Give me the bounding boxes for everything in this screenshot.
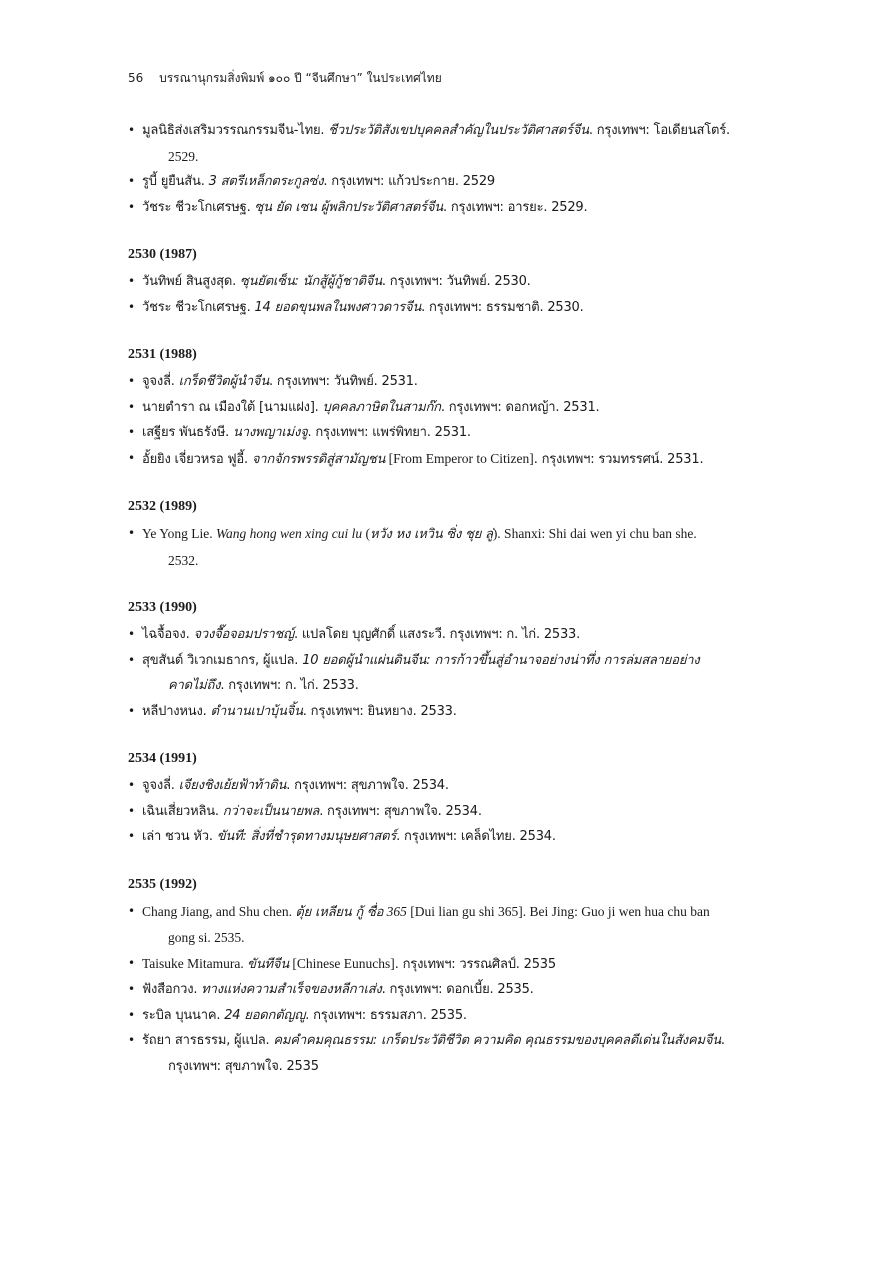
entry-text: [Chinese Eunuchs]	[289, 955, 395, 971]
bullet-icon: •	[128, 450, 135, 465]
entry-title-text: 10 ยอดผู้นำแผ่นดินจีน: การก้าวขึ้นสู่อำนาจอย่างน่าทึ่ง การล่มสลายอย่าง	[302, 652, 700, 668]
page-number: 56	[128, 71, 144, 85]
entry-title-text: ตุ้ย เหลียน กู้ ซื่อ	[295, 904, 384, 920]
bibliography-entry	[128, 169, 778, 195]
entry-text: (	[362, 526, 371, 541]
bullet-icon: •	[128, 703, 135, 718]
entry-text: . กรุงเทพฯ: ธรรมสภา. 2535.	[305, 1007, 467, 1023]
bibliography-entry	[128, 118, 778, 169]
entry-list	[128, 369, 778, 472]
entry-text: เล่า ชวน หัว.	[142, 829, 217, 844]
entry-continuation: กรุงเทพฯ: สุขภาพใจ. 2535	[168, 1058, 319, 1074]
year-section	[128, 598, 778, 724]
entry-continuation: 2529.	[168, 148, 199, 164]
entry-text: สุขสันต์ วิเวกเมธากร, ผู้แปล.	[142, 652, 303, 668]
bullet-icon: •	[128, 778, 135, 792]
entry-text: . กรุงเทพฯ: วันทิพย์. 2530.	[381, 274, 531, 289]
entry-text: . กรุงเทพฯ: ธรรมชาติ. 2530.	[421, 299, 584, 315]
bullet-icon: •	[128, 627, 135, 641]
entry-title-text: บุคคลภาษิตในสามก๊ก	[322, 399, 441, 415]
entry-text: . กรุงเทพฯ: วันทิพย์. 2531.	[269, 374, 418, 389]
entry-text: ไฉจื้อจง.	[142, 627, 194, 642]
bullet-icon: •	[128, 174, 135, 188]
entry-text: . กรุงเทพฯ: เคล็ดไทย. 2534.	[396, 829, 556, 844]
bibliography-content	[128, 118, 778, 1104]
entry-text: . กรุงเทพฯ: วรรณศิลป์. 2535	[394, 956, 556, 972]
entry-title-text: ชีวประวัติสังเขปบุคคลสำคัญในประวัติศาสตร์จีน	[328, 123, 589, 138]
entry-continuation	[142, 673, 778, 699]
bibliography-entry	[128, 369, 778, 395]
entry-text: มูลนิธิส่งเสริมวรรณกรรมจีน-ไทย.	[142, 123, 329, 138]
bibliography-entry	[128, 420, 778, 446]
entry-text: . กรุงเทพฯ: สุขภาพใจ. 2534.	[319, 803, 482, 819]
entry-title-text: จวงจื๊อจอมปราชญ์	[193, 627, 294, 642]
entry-text: อั้ยยิง เจี่ยวหรอ ฟูอี้.	[142, 451, 252, 467]
bibliography-entry	[128, 446, 778, 473]
entry-title-text: คาดไม่ถึง	[168, 678, 221, 693]
entry-text: . กรุงเทพฯ: ก. ไก่. 2533.	[220, 678, 359, 693]
entry-text: วันทิพย์ สินสูงสุด.	[142, 274, 241, 289]
entry-text: . กรุงเทพฯ: ดอกหญ้า. 2531.	[440, 399, 600, 415]
bibliography-entry	[128, 395, 778, 421]
entry-text: วัชระ ชีวะโกเศรษฐ.	[142, 199, 255, 215]
bullet-icon: •	[128, 274, 135, 288]
entry-text: . กรุงเทพฯ: สุขภาพใจ. 2534.	[286, 778, 449, 793]
entry-title-text: จากจักรพรรดิสู่สามัญชน	[251, 451, 386, 467]
year-heading: 2533 (1990)	[128, 600, 197, 615]
entry-text: . กรุงเทพฯ: อารยะ. 2529.	[443, 199, 588, 215]
bullet-icon: •	[128, 199, 135, 214]
entry-title-text: เจียงชิงเย้ยฟ้าท้าดิน	[178, 778, 287, 793]
entry-list	[128, 118, 778, 220]
entry-title-text: เกร็ดชีวิตผู้นำจีน	[178, 374, 270, 389]
entry-text: หลีปางหนง.	[142, 703, 211, 719]
bibliography-entry	[128, 195, 778, 221]
year-section	[128, 118, 778, 220]
bibliography-entry	[128, 951, 778, 978]
bibliography-entry	[128, 521, 778, 573]
entry-text: จูจงลี่.	[142, 374, 179, 389]
entry-text: Taisuke Mitamura.	[142, 955, 248, 971]
bullet-icon: •	[128, 955, 135, 970]
bibliography-entry	[128, 899, 778, 951]
entry-text: . กรุงเทพฯ: ดอกเบี้ย. 2535.	[381, 982, 534, 997]
entry-text: ระบิล บุนนาค.	[142, 1007, 225, 1023]
bibliography-entry	[128, 699, 778, 725]
entry-text: ฟังสือกวง.	[142, 982, 202, 997]
entry-text: รูบี้ ยูยืนสัน.	[142, 174, 209, 189]
bullet-icon: •	[128, 803, 135, 818]
entry-list	[128, 269, 778, 320]
bibliography-entry	[128, 799, 778, 825]
bibliography-entry	[128, 977, 778, 1003]
bullet-icon: •	[128, 1007, 135, 1022]
bullet-icon: •	[128, 1033, 135, 1047]
entry-title-text: 24 ยอดกตัญญู	[224, 1007, 306, 1023]
entry-title-text: กว่าจะเป็นนายพล	[222, 803, 320, 819]
bibliography-entry	[128, 269, 778, 295]
year-heading: 2532 (1989)	[128, 499, 197, 514]
year-section	[128, 875, 778, 1080]
year-section	[128, 749, 778, 850]
entry-list	[128, 773, 778, 850]
entry-title-text: ทางแห่งความสำเร็จของหลีกาเส่ง	[201, 982, 382, 997]
bibliography-entry	[128, 1028, 778, 1079]
running-title: บรรณานุกรมสิ่งพิมพ์ ๑๐๐ ปี “จีนศึกษา” ในประเทศไทย	[159, 71, 442, 85]
entry-text: Chang Jiang, and Shu chen.	[142, 903, 296, 919]
entry-title-text: นางพญาเม่งจู	[233, 425, 308, 440]
entry-continuation: gong si. 2535.	[168, 930, 245, 945]
bibliography-entry	[128, 773, 778, 799]
entry-title-text: หวัง หง เหวิน ซิ่ง ชุย ลู่	[370, 527, 493, 542]
entry-title-text: ตำนานเปาบุ้นจิ้น	[210, 703, 303, 719]
year-heading: 2530 (1987)	[128, 247, 197, 262]
entry-text: [Dui lian gu shi 365]. Bei Jing: Guo ji wen hua chu ban	[406, 903, 710, 919]
bibliography-entry	[128, 622, 778, 648]
bullet-icon: •	[128, 982, 135, 996]
entry-title-text: 365	[383, 903, 407, 919]
entry-text: . กรุงเทพฯ: แพร่พิทยา. 2531.	[307, 425, 471, 440]
bibliography-entry	[128, 824, 778, 850]
entry-title-text: คมคำคมคุณธรรม: เกร็ดประวัติชีวิต ความคิด คุณธรรมของบุคคลดีเด่นในสังคมจีน	[273, 1033, 721, 1048]
entry-text: เฉินเสี่ยวหลิน.	[142, 803, 223, 819]
entry-title-text: ขันทีจีน	[247, 956, 290, 972]
year-heading: 2531 (1988)	[128, 347, 197, 362]
bullet-icon: •	[128, 903, 135, 918]
entry-text: นายตำรา ณ เมืองใต้ [นามแฝง].	[142, 399, 323, 415]
entry-continuation: 2532.	[168, 552, 199, 568]
entry-title-text: Wang hong wen xing cui lu	[216, 526, 363, 541]
bullet-icon: •	[128, 299, 135, 314]
year-heading: 2535 (1992)	[128, 876, 197, 892]
year-section	[128, 245, 778, 320]
bibliography-entry	[128, 1003, 778, 1029]
year-section	[128, 497, 778, 573]
running-header	[128, 69, 442, 88]
entry-text: [From Emperor to Citizen]	[385, 450, 534, 466]
year-section	[128, 345, 778, 472]
entry-list	[128, 622, 778, 724]
bullet-icon: •	[128, 829, 135, 843]
bullet-icon: •	[128, 652, 135, 667]
entry-title-text: 3 สตรีเหล็กตระกูลซ่ง	[208, 174, 324, 189]
year-heading: 2534 (1991)	[128, 751, 197, 766]
bullet-icon: •	[128, 526, 135, 540]
entry-text: ). Shanxi: Shi dai wen yi chu ban she.	[492, 526, 697, 541]
entry-text: . กรุงเทพฯ: ยินหยาง. 2533.	[302, 703, 457, 719]
entry-title-text: ซุน ยัด เซน ผู้พลิกประวัติศาสตร์จีน	[254, 199, 443, 215]
entry-text: . กรุงเทพฯ: รวมทรรศน์. 2531.	[533, 451, 704, 467]
bullet-icon: •	[128, 425, 135, 439]
entry-text: .	[720, 1033, 725, 1048]
bibliography-entry	[128, 648, 778, 699]
bibliography-entry	[128, 295, 778, 321]
entry-title-text: 14 ยอดขุนพลในพงศาวดารจีน	[254, 299, 422, 315]
bullet-icon: •	[128, 399, 135, 414]
entry-list	[128, 899, 778, 1080]
entry-text: . แปลโดย บุญศักดิ์ แสงระวี. กรุงเทพฯ: ก. ไก่. 2533.	[293, 627, 581, 642]
bullet-icon: •	[128, 374, 135, 388]
entry-text: จูจงลี่.	[142, 778, 179, 793]
entry-text: วัชระ ชีวะโกเศรษฐ.	[142, 299, 255, 315]
entry-title-text: ซุนยัตเซ็น: นักสู้ผู้กู้ชาติจีน	[240, 274, 382, 289]
entry-title-text: ขันที: สิ่งที่ชำรุดทางมนุษยศาสตร์	[216, 829, 397, 844]
entry-text: เสฐียร พันธรังษี.	[142, 425, 234, 440]
entry-text: . กรุงเทพฯ: โอเดียนสโตร์.	[588, 123, 730, 138]
entry-text: Ye Yong Lie.	[142, 526, 217, 541]
entry-text: . กรุงเทพฯ: แก้วประกาย. 2529	[323, 174, 495, 189]
entry-text: รัถยา สารธรรม, ผู้แปล.	[142, 1033, 274, 1048]
bullet-icon: •	[128, 123, 135, 137]
entry-list	[128, 521, 778, 573]
